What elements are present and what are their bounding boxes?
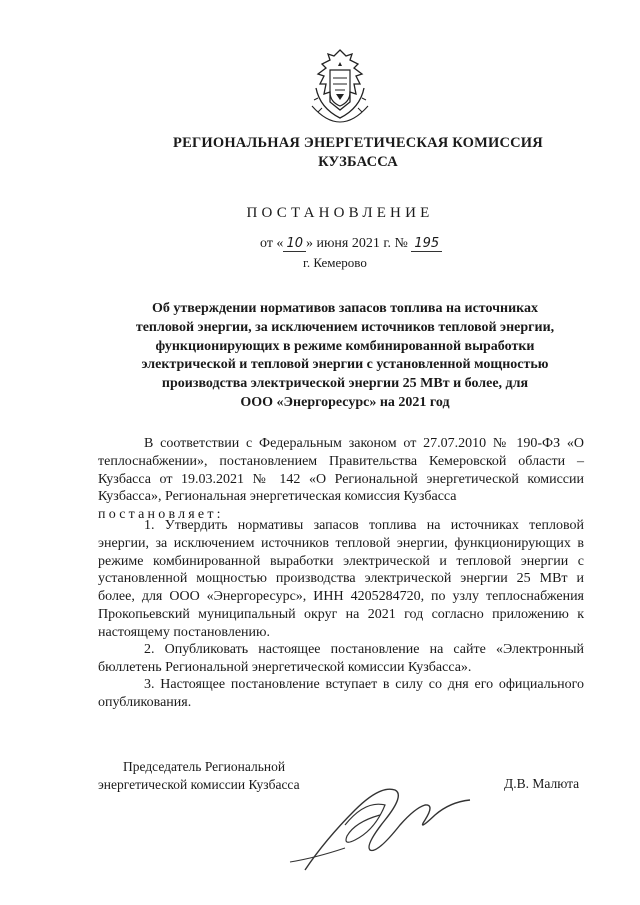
item-3-text: 3. Настоящее постановление вступает в силу со дня его официального опубликования. [98,677,584,710]
org-name-line2: КУЗБАССА [318,154,398,170]
org-name-line1: РЕГИОНАЛЬНАЯ ЭНЕРГЕТИЧЕСКАЯ КОМИССИЯ [173,135,543,151]
date-prefix: от « [260,236,284,251]
item-1-text: 1. Утвердить нормативы запасов топлива на источниках тепловой энергии, за исключением источников тепловой энергии, функционирующих в режиме комбинированной выработки электрической и тепловой энергии с установленной мощностью производства электрической энергии 25 МВт и более, для ООО «Энергоресурс», ИНН 4205284720, по узлу теплоснабжения Прокопьевский муниципальный округ на 2021 год согласно приложению к настоящему постановлению. [98,518,584,640]
date-line [260,236,442,252]
subject-line: производства электрической энергии 25 МВт и более, для [161,376,529,392]
document-number: 195 [411,237,442,252]
signatory-name: Д.В. Малюта [504,776,580,791]
preamble-block [98,435,584,524]
subject-line: Об утверждении нормативов запасов топлива на источниках [151,301,539,316]
resolves-word: постановляет: [98,507,224,523]
date-middle: » июня 2021 г. № [305,236,408,251]
item-2-text: 2. Опубликовать настоящее постановление на сайте «Электронный бюллетень Региональной энергетической комиссии Кузбасса». [98,642,584,675]
signatory-position-line1: Председатель Региональной [123,759,286,774]
city: г. Кемерово [303,255,367,270]
preamble-text: В соответствии с Федеральным законом от 27.07.2010 № 190-ФЗ «О теплоснабжении», постановлением Правительства Кемеровской области – Кузбасса от 19.03.2021 № 142 «О Региональной энергетической комиссии Кузбасса», Региональная энергетическая комиссия Кузбасса [98,436,584,505]
subject-line: ООО «Энергоресурс» на 2021 год [240,394,450,410]
subject-line: функционирующих в режиме комбинированной выработки [155,338,535,354]
document-subject [110,300,580,413]
item-2 [98,641,584,677]
signatory-position-line2: энергетической комиссии Кузбасса [98,777,300,792]
handwritten-signature [285,770,475,880]
subject-line: тепловой энергии, за исключением источников тепловой энергии, [135,319,555,335]
coat-of-arms-icon [306,48,374,124]
subject-line: электрической и тепловой энергии с установленной мощностью [141,357,549,373]
document-type: ПОСТАНОВЛЕНИЕ [246,205,434,221]
date-day: 10 [283,237,306,252]
item-1 [98,517,584,642]
item-3 [98,676,584,712]
